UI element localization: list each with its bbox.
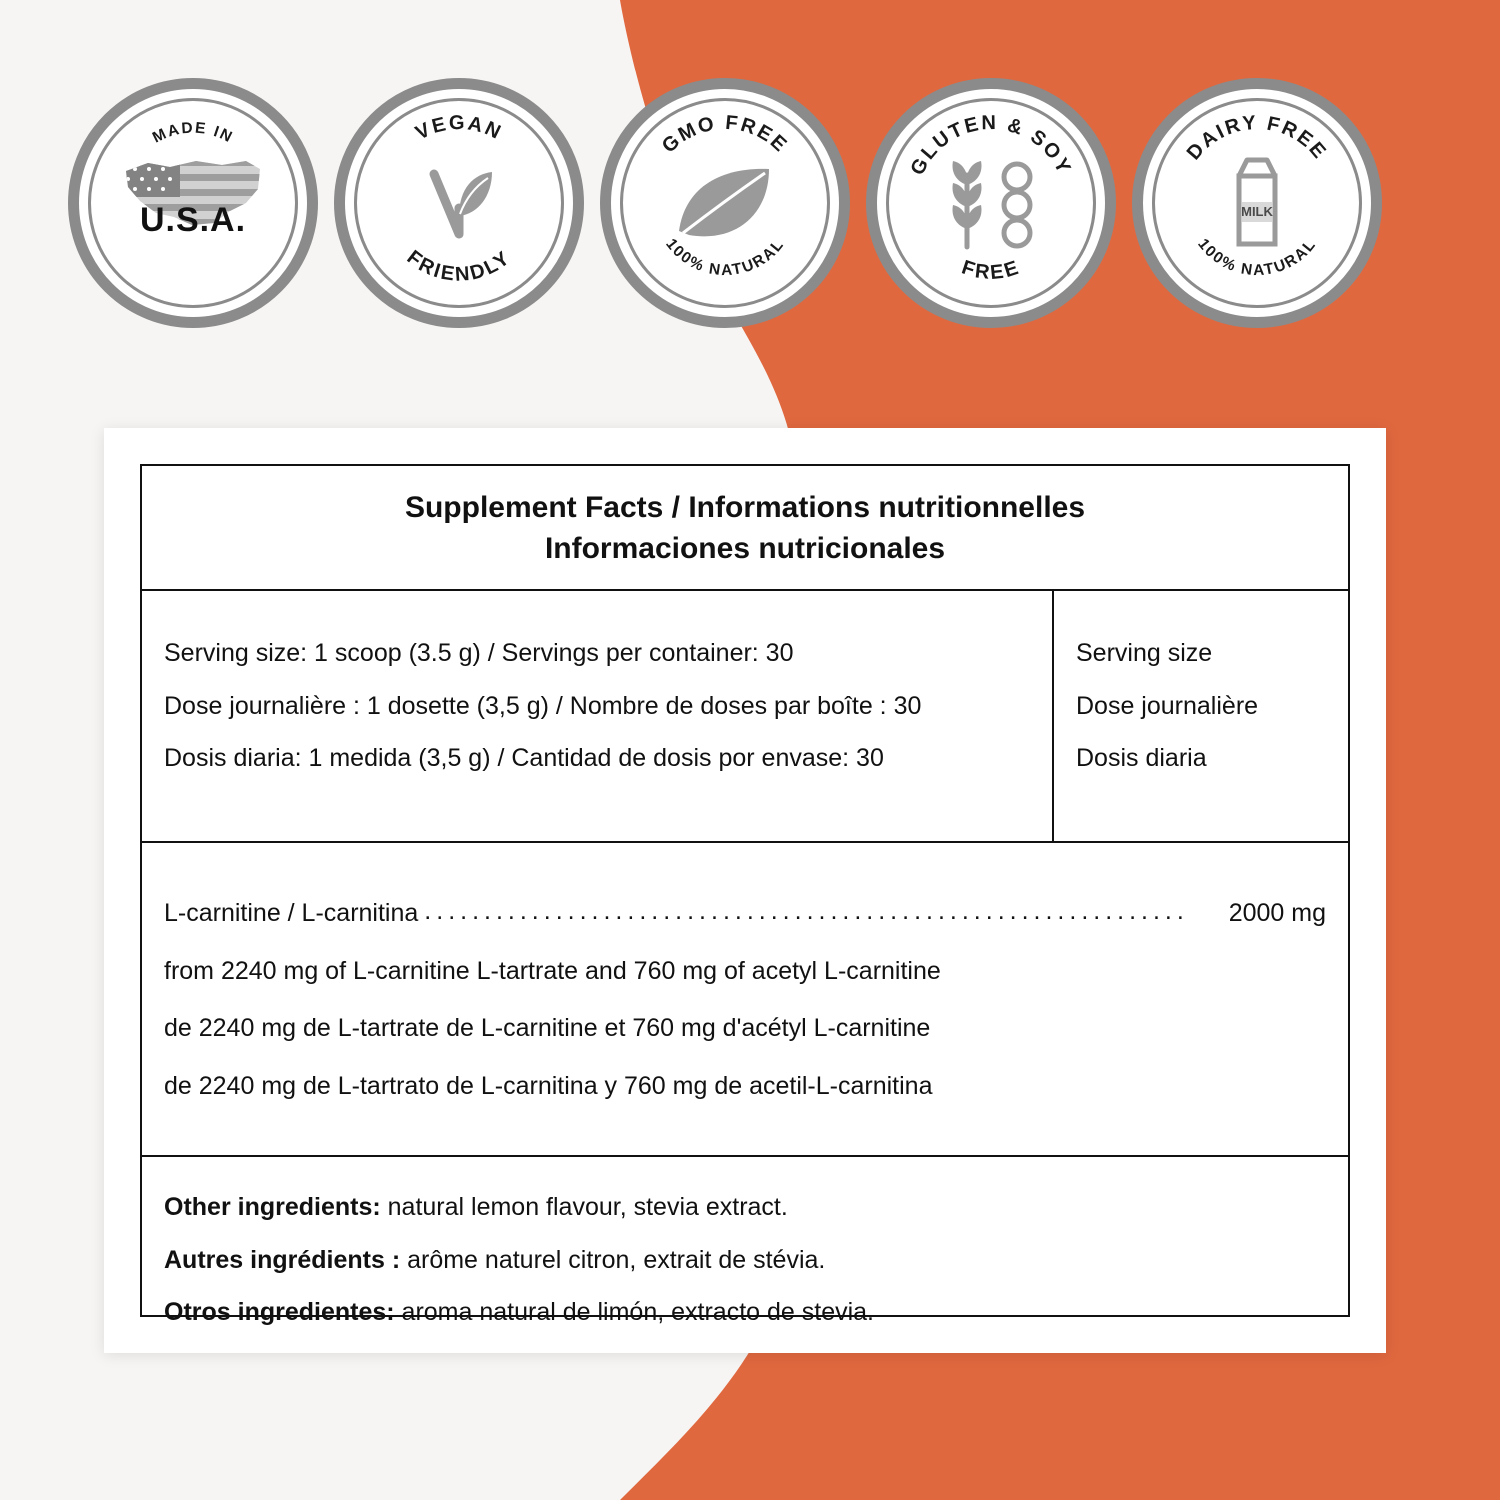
- badge-bottom-label: FRIENDLY: [402, 246, 516, 286]
- serving-label-fr: Dose journalière: [1076, 691, 1259, 720]
- serving-details: [142, 591, 1054, 841]
- badge-vegan-friendly: [334, 78, 584, 328]
- serving-line-fr: Dose journalière : 1 dosette (3,5 g) / Nombre de doses par boîte : 30: [164, 691, 922, 720]
- ingredient-note-es: de 2240 mg de L-tartrato de L-carnitina y 760 mg de acetil-L-carnitina: [164, 1071, 933, 1100]
- other-ingredients-label-en: Other ingredients:: [164, 1193, 381, 1221]
- other-ingredients-label-fr: Autres ingrédients :: [164, 1245, 401, 1274]
- badge-top-label: VEGAN: [412, 112, 506, 145]
- ingredient-main-line: [164, 885, 1326, 943]
- other-ingredients-value-en: natural lemon flavour, stevia extract.: [380, 1193, 788, 1221]
- other-ingredients-value-fr: arôme naturel citron, extrait de stévia.: [400, 1245, 826, 1274]
- badge-top-label: DAIRY FREE: [1182, 111, 1332, 165]
- other-ingredients-es: [164, 1286, 1326, 1339]
- ingredient-name: L-carnitine / L-carnitina: [164, 899, 419, 927]
- badge-dairy-free: [1132, 78, 1382, 328]
- other-ingredients-label-es: Otros ingredientes:: [164, 1298, 395, 1326]
- serving-line-es: Dosis diaria: 1 medida (3,5 g) / Cantidad de dosis por envase: 30: [164, 744, 884, 772]
- ingredient-note-en: from 2240 mg of L-carnitine L-tartrate and 760 mg of acetyl L-carnitine: [164, 956, 941, 985]
- certification-badges: [68, 78, 1448, 338]
- badge-bottom-label: 100% NATURAL: [662, 235, 788, 280]
- title-line-2: Informaciones nutricionales: [544, 531, 946, 565]
- wheat-soy-icon: [877, 89, 1105, 317]
- other-ingredients-row: [142, 1157, 1348, 1361]
- other-ingredients-fr: [164, 1234, 1326, 1287]
- other-ingredients-value-es: aroma natural de limón, extracto de stevia.: [394, 1298, 875, 1326]
- svg-text:MADE IN: [150, 120, 236, 147]
- ingredient-amount: 2000 mg: [1228, 899, 1326, 927]
- badge-bottom-label: FREE: [958, 256, 1024, 285]
- badge-top-label: MADE IN: [149, 119, 237, 147]
- milk-carton-icon: [1143, 89, 1371, 317]
- ingredient-note-fr: de 2240 mg de L-tartrate de L-carnitine et 760 mg d'acétyl L-carnitine: [164, 1014, 931, 1042]
- serving-line-en: Serving size: 1 scoop (3.5 g) / Servings per container: 30: [164, 639, 794, 667]
- ingredient-row: [142, 843, 1348, 1157]
- leader-dots: ................................................................: [424, 897, 1189, 925]
- title-line-1: Supplement Facts / Informations nutritionnelles: [404, 491, 1086, 524]
- vegan-leaf-icon: [345, 89, 573, 317]
- supplement-facts-title: [142, 466, 1348, 591]
- leaf-icon: [611, 89, 839, 317]
- badge-made-in-usa: [68, 78, 318, 328]
- serving-label-es: Dosis diaria: [1076, 744, 1207, 772]
- serving-labels: [1054, 591, 1348, 841]
- milk-carton-label: MILK: [1241, 204, 1273, 219]
- badge-gmo-free: [600, 78, 850, 328]
- badge-top-label: GMO FREE: [657, 111, 793, 158]
- serving-label-en: Serving size: [1076, 639, 1213, 667]
- badge-gluten-soy-free: [866, 78, 1116, 328]
- badge-top-label: GLUTEN & SOY: [906, 112, 1076, 179]
- badge-center-label: U.S.A.: [139, 201, 247, 239]
- serving-row: [142, 591, 1348, 843]
- badge-bottom-label: 100% NATURAL: [1194, 235, 1320, 280]
- other-ingredients-en: [164, 1181, 1326, 1234]
- supplement-facts-card: [104, 428, 1386, 1353]
- supplement-facts-table: [140, 464, 1350, 1326]
